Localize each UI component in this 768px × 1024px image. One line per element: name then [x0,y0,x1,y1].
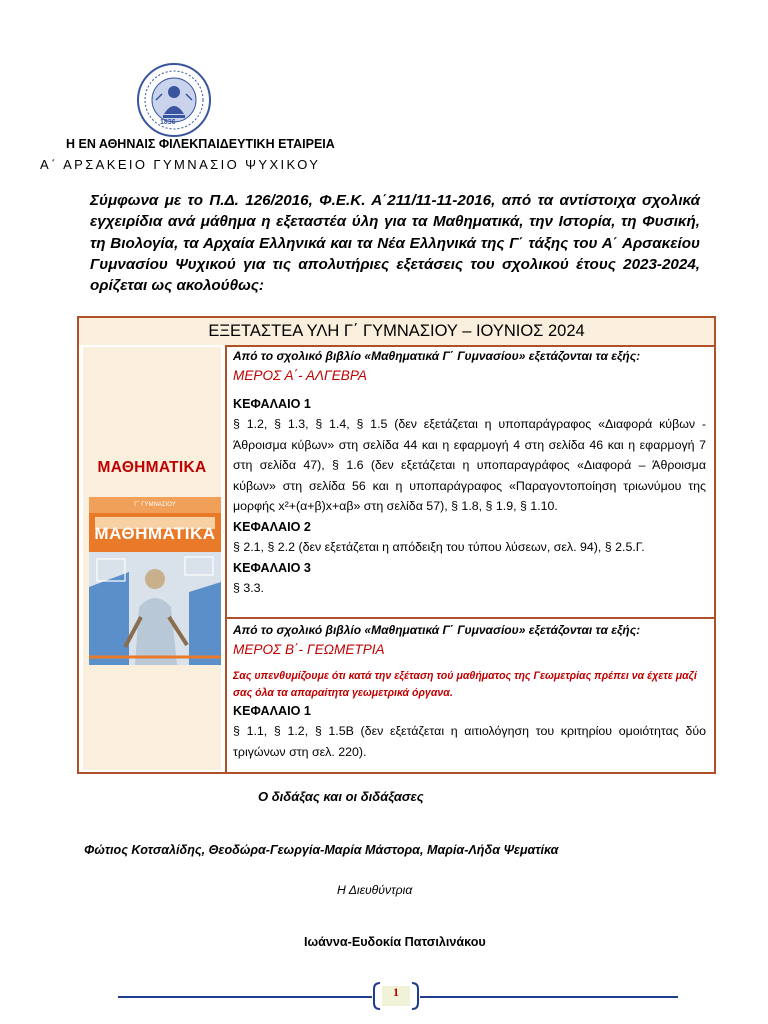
subject-cell [79,345,227,772]
book-grade-text: Γ΄ ΓΥΜΝΑΣΙΟΥ [134,502,176,508]
algebra-chapter1-title: ΚΕΦΑΛΑΙΟ 1 [233,397,311,411]
algebra-chapter2-text: § 2.1, § 2.2 (δεν εξετάζεται η απόδειξη του τύπου λύσεων, σελ. 94), § 2.5.Γ. [233,539,645,554]
geometry-chapter1-text: § 1.1, § 1.2, § 1.5Β (δεν εξετάζεται η αιτιολόγηση του κριτηρίου ομοιότητας δύο τριγώνων στη σελ. 220). [233,724,706,759]
geometry-chapter1-title: ΚΕΦΑΛΑΙΟ 1 [233,704,311,718]
director-heading: Η Διευθύντρια [337,883,413,897]
algebra-chapter3-text: § 3.3. [233,580,265,595]
book-title-text: ΜΑΘΗΜΑΤΙΚΑ [94,524,216,543]
teachers-names: Φώτιος Κοτσαλίδης, Θεοδώρα-Γεωργία-Μαρία Μάστορα, Μαρία-Λήδα Ψεματίκα [84,843,559,857]
school-seal-logo [136,62,212,138]
subject-label: ΜΑΘΗΜΑΤΙΚΑ [97,459,207,476]
table-title: ΕΞΕΤΑΣΤΕΑ ΥΛΗ Γ΄ ΓΥΜΝΑΣΙΟΥ – ΙΟΥΝΙΟΣ 2024 [79,318,714,347]
algebra-chapter2-title: ΚΕΦΑΛΑΙΟ 2 [233,519,311,534]
teachers-heading: Ο διδάξας και οι διδάξασες [258,789,424,804]
school-name: Α΄ ΑΡΣΑΚΕΙΟ ΓΥΜΝΑΣΙΟ ΨΥΧΙΚΟΥ [40,157,321,172]
algebra-part-title: ΜΕΡΟΣ Α΄- ΑΛΓΕΒΡΑ [233,368,367,383]
algebra-chapter1-text: § 1.2, § 1.3, § 1.4, § 1.5 (δεν εξετάζεται η υποπαράγραφος «Διαφορά κύβων - Άθροισμα κύβων» στη σελίδα 44 και η εφαρμογή 4 στη σελίδα 46 και η εφαρμογή 7 στη σελίδα 47), § 1.6 (δεν εξετάζεται η υποπαραγράφος «Διαφορά – Άθροισμα κύβων» στη σελίδα 56 και η υποπαράγραφος «Παραγοντοποίηση τριωνύμου της μορφής x²+(α+β)x+αβ» στη σελίδα 57), § 1.8, § 1.9, § 1.10. [233,417,706,514]
syllabus-table [77,316,716,774]
director-name: Ιωάννα-Ευδοκία Πατσιλινάκου [304,935,486,949]
geometry-part-title: ΜΕΡΟΣ Β΄- ΓΕΩΜΕΤΡΙΑ [233,642,385,657]
page-number: 1 [393,985,399,999]
geometry-note: Σας υπενθυμίζουμε ότι κατά την εξέταση τού μαθήματος της Γεωμετρίας πρέπει να έχετε μαζί σας όλα τα απαραίτητα γεωμετρικά όργανα. [233,670,697,699]
algebra-chapter3-title: ΚΕΦΑΛΑΙΟ 3 [233,560,311,575]
textbook-cover-image [89,497,221,665]
algebra-source-text: Από το σχολικό βιβλίο «Μαθηματικά Γ΄ Γυμνασίου» εξετάζονται τα εξής: [233,349,641,363]
organization-name: Η ΕΝ ΑΘΗΝΑΙΣ ΦΙΛΕΚΠΑΙΔΕΥΤΙΚΗ ΕΤΑΙΡΕΙΑ [66,137,335,151]
geometry-cell [225,619,714,772]
intro-paragraph: Σύμφωνα με το Π.Δ. 126/2016, Φ.Ε.Κ. Α΄211/11-11-2016, από τα αντίστοιχα σχολικά εγχειρίδια ανά μάθημα η εξεταστέα ύλη για τα Μαθηματικά, την Ιστορία, τη Φυσική, τη Βιολογία, τα Αρχαία Ελληνικά και τα Νέα Ελληνικά της Γ΄ τάξης του Α΄ Αρσακείου Γυμνασίου Ψυχικού για τις απολυτήριες εξετάσεις του σχολικού έτους 2023-2024, ορίζεται ως ακολούθως: [90,192,700,295]
logo-year-text: 1836 [160,119,176,126]
geometry-source-text: Από το σχολικό βιβλίο «Μαθηματικά Γ΄ Γυμνασίου» εξετάζονται τα εξής: [233,623,641,637]
algebra-cell [225,345,714,619]
